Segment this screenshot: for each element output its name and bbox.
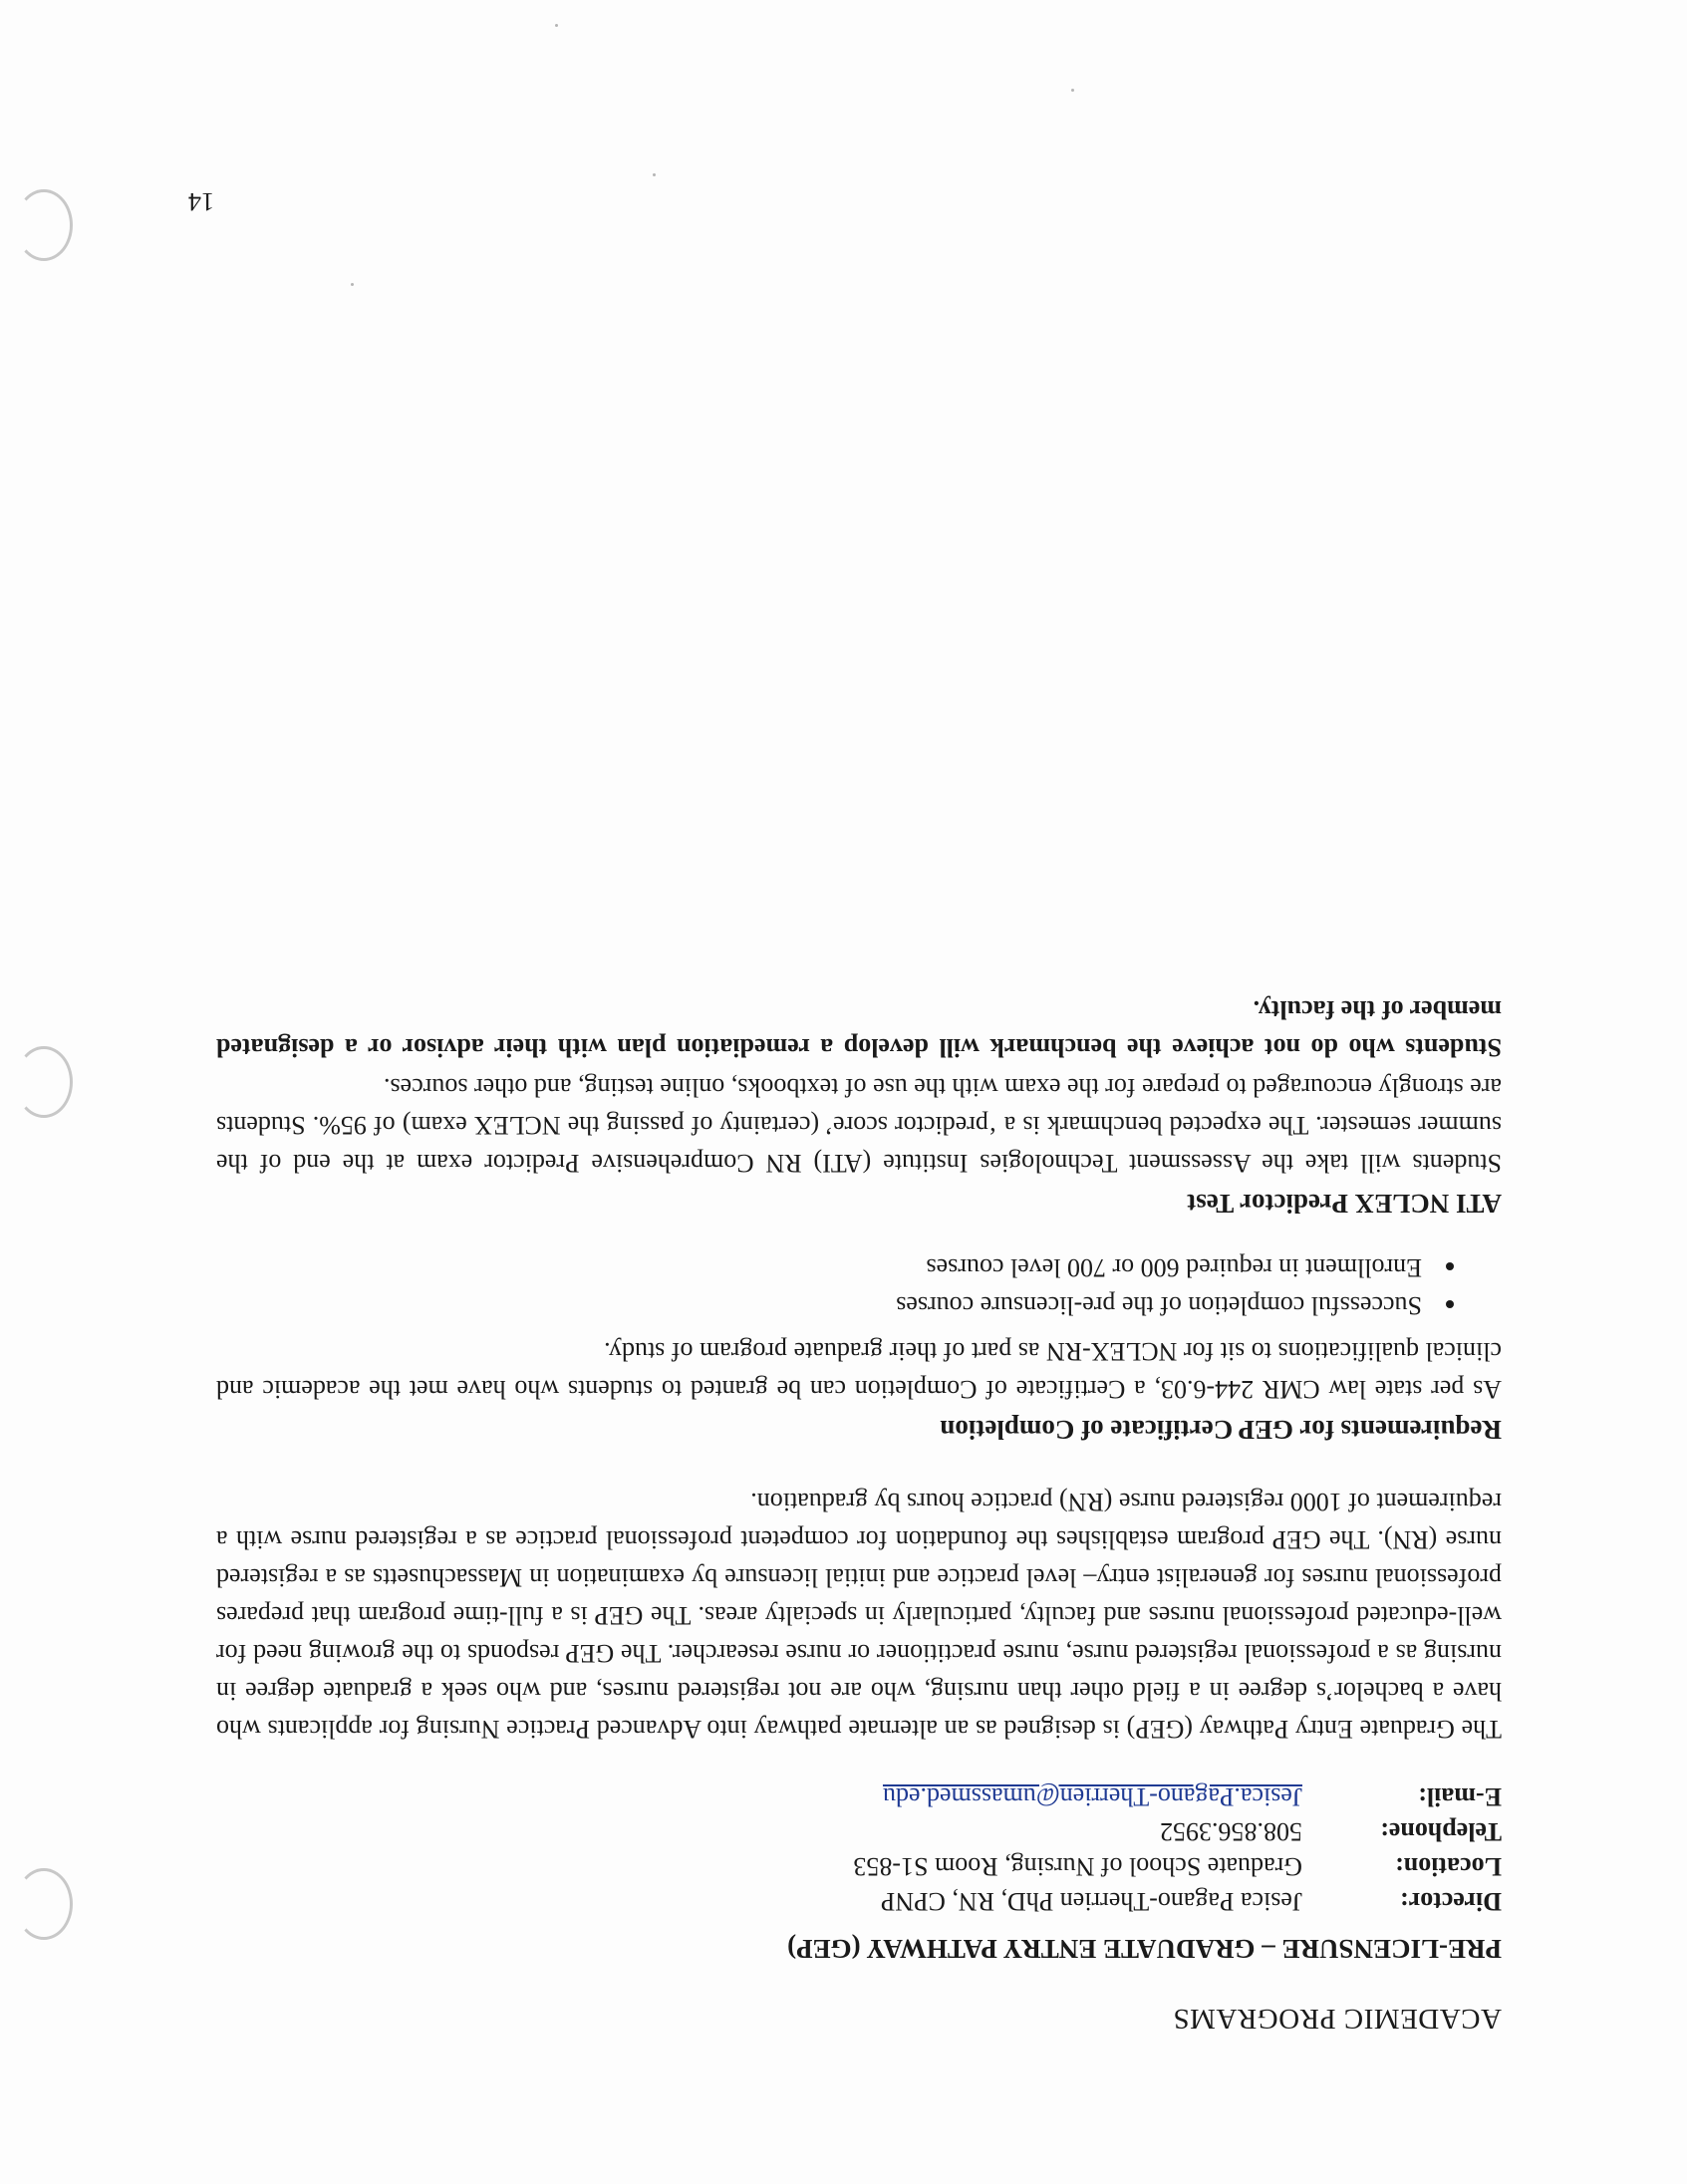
section-heading: ACADEMIC PROGRAMS bbox=[1173, 2003, 1502, 2035]
ati-paragraph: Students will take the Assessment Technologies Institute (ATI) RN Comprehensive Predictor exam at the end of the summer semester. The expected benchmark is a ‘predictor score’ (certainty of passing the NCLEX exam) of 95%. Students are strongly encouraged to prepare for the exam with the use of textbooks, online testing, and other sources. bbox=[216, 1073, 1502, 1178]
binder-hole bbox=[15, 1046, 73, 1118]
binder-hole bbox=[15, 1868, 73, 1940]
document-body bbox=[216, 990, 1502, 2035]
ati-heading: ATI NCLEX Predictor Test bbox=[1187, 1189, 1502, 1219]
location-value: Graduate School of Nursing, Room S1-853 bbox=[853, 1852, 1302, 1881]
email-label: E-mail: bbox=[1418, 1782, 1502, 1811]
remediation-paragraph: Students who do not achieve the benchmark will develop a remediation plan with their advisor or a designated member of the faculty. bbox=[216, 995, 1502, 1062]
director-label: Director: bbox=[1399, 1887, 1502, 1916]
scan-speck bbox=[653, 173, 656, 176]
binder-hole bbox=[15, 189, 73, 261]
program-heading: PRE-LICENSURE – GRADUATE ENTRY PATHWAY (GEP) bbox=[787, 1934, 1502, 1964]
contact-row bbox=[853, 1847, 1502, 1882]
contact-row bbox=[853, 1777, 1502, 1812]
director-value: Jesica Pagano-Therrien PhD, RN, CPNP bbox=[880, 1887, 1302, 1916]
location-label: Location: bbox=[1395, 1852, 1502, 1881]
certificate-paragraph: As per state law CMR 244-6.03, a Certificate of Completion can be granted to students who have met the academic and clinical qualifications to sit for NCLEX-RN as part of their graduate program of study. bbox=[216, 1337, 1502, 1404]
page-number: 14 bbox=[188, 187, 214, 216]
scan-speck bbox=[1071, 89, 1074, 92]
certificate-heading: Requirements for GEP Certificate of Completion bbox=[940, 1415, 1502, 1445]
contact-row bbox=[853, 1882, 1502, 1917]
telephone-value: 508.856.3952 bbox=[1160, 1817, 1302, 1846]
scan-speck bbox=[555, 24, 558, 27]
scan-speck bbox=[351, 283, 354, 286]
telephone-label: Telephone: bbox=[1380, 1817, 1502, 1846]
list-item: • Enrollment in required 600 or 700 level courses bbox=[216, 1248, 1432, 1286]
contact-table bbox=[853, 1777, 1502, 1917]
email-link[interactable]: Jesica.Pagano-Therrien@umassmed.edu bbox=[882, 1782, 1302, 1811]
requirements-list bbox=[216, 1248, 1502, 1324]
contact-row bbox=[853, 1812, 1502, 1847]
intro-paragraph: The Graduate Entry Pathway (GEP) is designed as an alternate pathway into Advanced Practice Nursing for applicants who have a bachelor’s degree in a field other than nursing, who are not registered nurses, and who seek a graduate degree in nursing as a professional registered nurse, nurse practitioner or nurse researcher. The GEP responds to the growing need for well-educated professional nurses and faculty, particularly in specialty areas. The GEP is a full-time program that prepares professional nurses for generalist entry– level practice and initial licensure by examination in Massachusetts as a registered nurse (RN). The GEP program establishes the foundation for competent professional practice as a registered nurse with a requirement of 1000 registered nurse (RN) practice hours by graduation. bbox=[216, 1488, 1502, 1744]
list-item: • Successful completion of the pre-licensure courses bbox=[216, 1286, 1432, 1324]
